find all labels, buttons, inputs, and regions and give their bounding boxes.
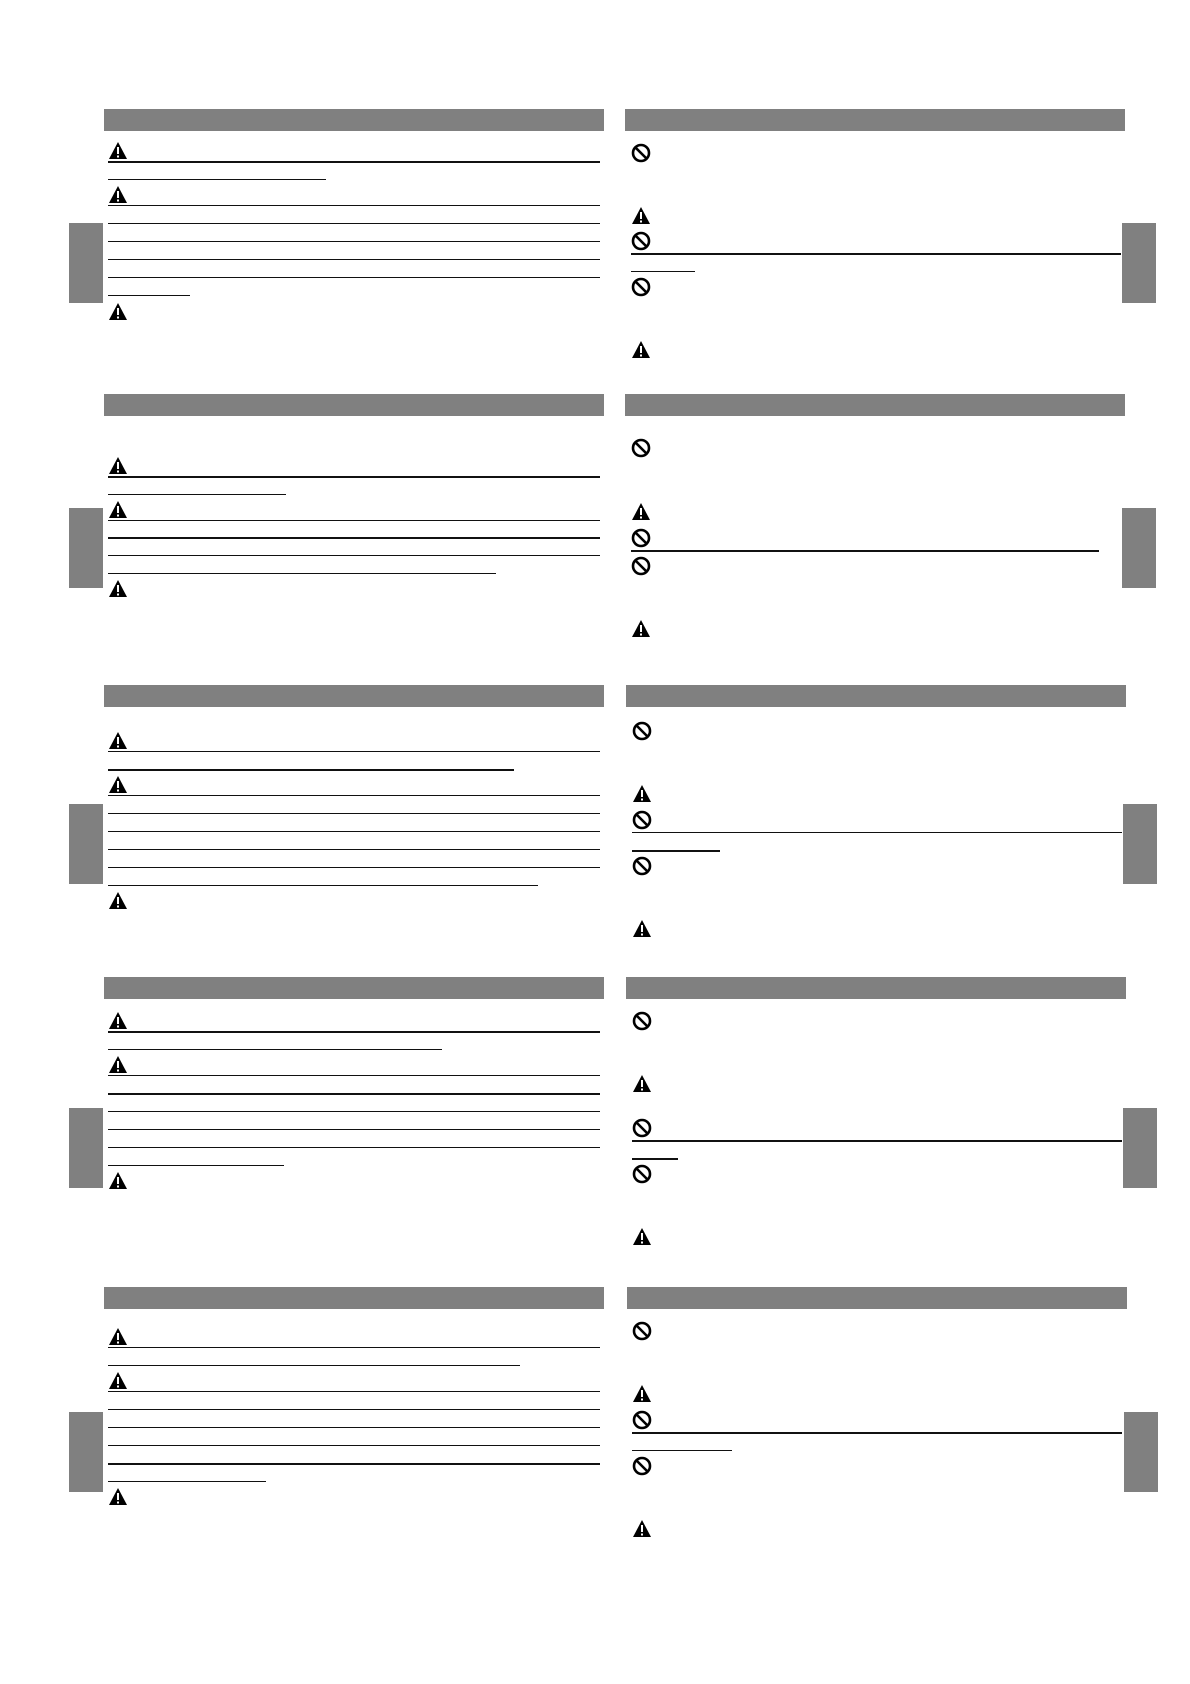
warning-triangle-icon xyxy=(632,1227,652,1247)
side-tab xyxy=(1123,1108,1157,1188)
warning-triangle-icon xyxy=(108,731,128,751)
text-line xyxy=(108,295,190,296)
text-line xyxy=(108,1427,600,1428)
prohibition-icon xyxy=(632,1118,652,1138)
side-tab xyxy=(1123,804,1157,884)
warning-triangle-icon xyxy=(108,579,128,599)
text-line xyxy=(632,1450,732,1451)
warning-triangle-icon xyxy=(108,891,128,911)
side-tab xyxy=(69,1412,103,1492)
section-header-bar xyxy=(625,394,1125,416)
section-header-bar xyxy=(104,977,604,999)
section-header-bar xyxy=(104,394,604,416)
text-line xyxy=(108,1093,600,1095)
side-tab xyxy=(69,508,103,588)
text-line xyxy=(108,867,600,868)
warning-triangle-icon xyxy=(108,500,128,520)
text-line xyxy=(108,1031,600,1033)
side-tab xyxy=(69,1108,103,1188)
warning-triangle-icon xyxy=(631,206,651,226)
warning-triangle-icon xyxy=(632,1519,652,1539)
warning-triangle-icon xyxy=(108,1371,128,1391)
text-line xyxy=(108,1481,266,1482)
text-line xyxy=(108,1365,520,1366)
side-tab xyxy=(1122,508,1156,588)
prohibition-icon xyxy=(631,143,651,163)
prohibition-icon xyxy=(632,856,652,876)
warning-triangle-icon xyxy=(108,1487,128,1507)
text-line xyxy=(108,1049,442,1050)
warning-triangle-icon xyxy=(631,619,651,639)
prohibition-icon xyxy=(632,1410,652,1430)
left-section-2 xyxy=(104,394,604,664)
text-line xyxy=(631,253,1121,255)
prohibition-icon xyxy=(632,721,652,741)
warning-triangle-icon xyxy=(632,1074,652,1094)
text-line xyxy=(108,769,514,771)
text-line xyxy=(632,1432,1122,1434)
warning-triangle-icon xyxy=(631,502,651,522)
warning-triangle-icon xyxy=(108,1171,128,1191)
text-line xyxy=(108,813,600,814)
text-line xyxy=(108,277,600,278)
text-line xyxy=(108,161,600,163)
warning-triangle-icon xyxy=(632,1384,652,1404)
text-line xyxy=(108,179,326,180)
text-line xyxy=(108,1463,600,1465)
text-line xyxy=(108,885,538,886)
side-tab xyxy=(69,804,103,884)
section-header-bar xyxy=(104,1287,604,1309)
prohibition-icon xyxy=(632,810,652,830)
section-header-bar xyxy=(625,109,1125,131)
section-header-bar xyxy=(626,977,1126,999)
text-line xyxy=(632,832,1122,833)
text-line xyxy=(108,1075,600,1076)
left-section-1 xyxy=(104,109,604,379)
warning-triangle-icon xyxy=(108,141,128,161)
warning-triangle-icon xyxy=(108,1055,128,1075)
text-line xyxy=(631,550,1099,552)
right-section-5 xyxy=(627,1287,1127,1557)
text-line xyxy=(108,573,496,574)
warning-triangle-icon xyxy=(632,784,652,804)
prohibition-icon xyxy=(632,1164,652,1184)
prohibition-icon xyxy=(631,438,651,458)
text-line xyxy=(108,1445,600,1446)
warning-triangle-icon xyxy=(108,775,128,795)
left-section-5 xyxy=(104,1287,604,1537)
warning-triangle-icon xyxy=(108,456,128,476)
text-line xyxy=(108,831,600,832)
text-line xyxy=(632,1158,678,1160)
text-line xyxy=(108,205,600,206)
text-line xyxy=(108,555,600,556)
prohibition-icon xyxy=(631,528,651,548)
side-tab xyxy=(69,223,103,303)
warning-triangle-icon xyxy=(108,185,128,205)
text-line xyxy=(108,1111,600,1112)
warning-triangle-icon xyxy=(108,1327,128,1347)
warning-triangle-icon xyxy=(108,1011,128,1031)
right-section-1 xyxy=(625,109,1125,379)
text-line xyxy=(108,1347,600,1348)
left-section-3 xyxy=(104,685,604,955)
left-section-4 xyxy=(104,977,604,1247)
text-line xyxy=(108,241,600,242)
prohibition-icon xyxy=(631,556,651,576)
prohibition-icon xyxy=(631,231,651,251)
section-header-bar xyxy=(626,685,1126,707)
right-section-3 xyxy=(626,685,1126,955)
section-header-bar xyxy=(627,1287,1127,1309)
warning-triangle-icon xyxy=(632,919,652,939)
text-line xyxy=(108,751,600,752)
side-tab xyxy=(1122,223,1156,303)
text-line xyxy=(108,1147,600,1148)
prohibition-icon xyxy=(632,1321,652,1341)
text-line xyxy=(108,259,600,260)
side-tab xyxy=(1124,1412,1158,1492)
text-line xyxy=(632,1140,1122,1142)
text-line xyxy=(108,849,600,850)
text-line xyxy=(108,537,600,539)
text-line xyxy=(108,1129,600,1130)
text-line xyxy=(108,223,600,224)
text-line xyxy=(108,476,600,478)
right-section-2 xyxy=(625,394,1125,664)
prohibition-icon xyxy=(631,277,651,297)
right-section-4 xyxy=(626,977,1126,1247)
text-line xyxy=(108,520,600,521)
section-header-bar xyxy=(104,685,604,707)
text-line xyxy=(108,494,286,495)
text-line xyxy=(108,1165,284,1166)
prohibition-icon xyxy=(632,1456,652,1476)
text-line xyxy=(631,271,695,272)
text-line xyxy=(108,1391,600,1392)
text-line xyxy=(632,850,720,852)
warning-triangle-icon xyxy=(108,302,128,322)
warning-triangle-icon xyxy=(631,340,651,360)
section-header-bar xyxy=(104,109,604,131)
text-line xyxy=(108,795,600,796)
prohibition-icon xyxy=(632,1011,652,1031)
text-line xyxy=(108,1409,600,1410)
